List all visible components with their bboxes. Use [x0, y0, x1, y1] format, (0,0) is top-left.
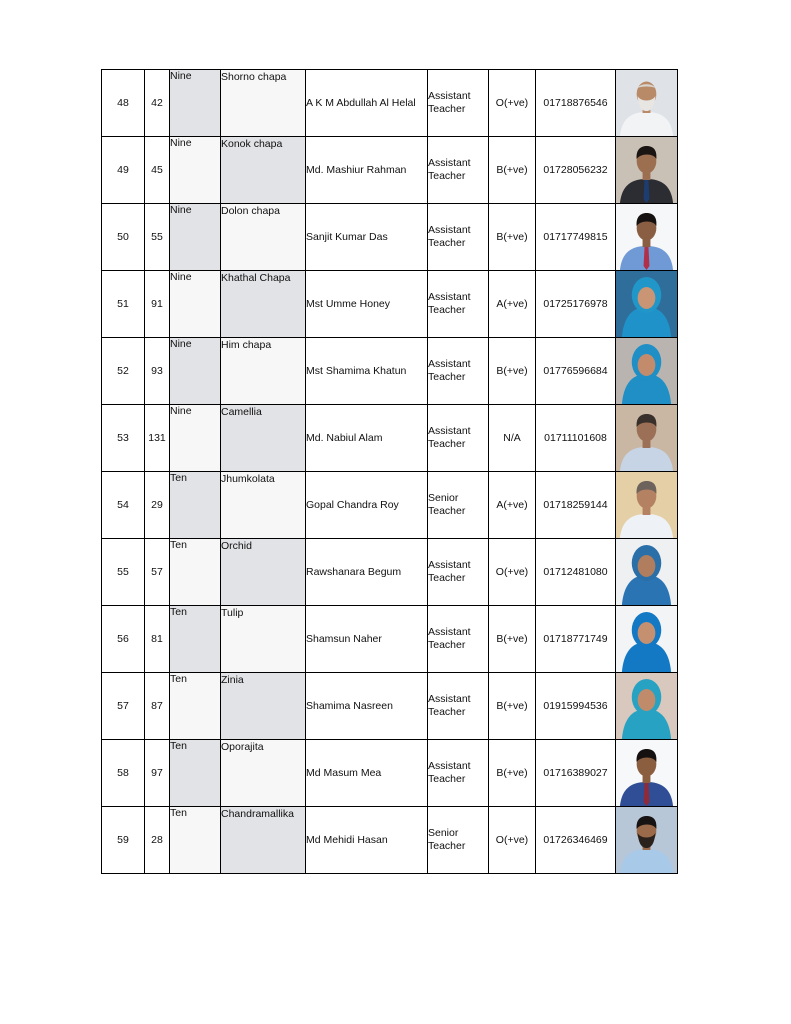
phone-cell: 01712481080 — [536, 539, 616, 606]
section-cell: Tulip — [221, 606, 306, 673]
photo-cell — [616, 70, 678, 137]
table-row — [102, 807, 678, 874]
teacher-photo — [616, 405, 677, 471]
teacher-id-cell: 97 — [145, 740, 170, 807]
teacher-photo — [616, 70, 677, 136]
photo-cell — [616, 606, 678, 673]
designation-cell: Senior Teacher — [428, 807, 489, 874]
designation-cell: Senior Teacher — [428, 472, 489, 539]
teacher-id-cell: 91 — [145, 271, 170, 338]
serial-cell: 56 — [102, 606, 145, 673]
teacher-name-cell: Rawshanara Begum — [306, 539, 428, 606]
class-cell: Nine — [170, 338, 221, 405]
face — [638, 287, 656, 309]
designation-cell: Assistant Teacher — [428, 606, 489, 673]
face — [638, 622, 656, 644]
designation-cell: Assistant Teacher — [428, 405, 489, 472]
serial-cell: 57 — [102, 673, 145, 740]
tie — [644, 247, 650, 270]
serial-cell: 53 — [102, 405, 145, 472]
teacher-photo — [616, 539, 677, 605]
table-row — [102, 606, 678, 673]
table-row — [102, 204, 678, 271]
table-row — [102, 271, 678, 338]
teacher-name-cell: Mst Shamima Khatun — [306, 338, 428, 405]
face — [638, 555, 656, 577]
table-row — [102, 137, 678, 204]
serial-cell: 51 — [102, 271, 145, 338]
phone-cell: 01726346469 — [536, 807, 616, 874]
teacher-id-cell: 55 — [145, 204, 170, 271]
blood-group-cell: A(+ve) — [489, 472, 536, 539]
photo-cell — [616, 204, 678, 271]
class-cell: Ten — [170, 472, 221, 539]
class-cell: Nine — [170, 271, 221, 338]
class-cell: Ten — [170, 606, 221, 673]
blood-group-cell: B(+ve) — [489, 606, 536, 673]
teacher-photo — [616, 338, 677, 404]
section-cell: Chandramallika — [221, 807, 306, 874]
teacher-name-cell: Md. Nabiul Alam — [306, 405, 428, 472]
table-row — [102, 472, 678, 539]
class-cell: Ten — [170, 539, 221, 606]
designation-cell: Assistant Teacher — [428, 70, 489, 137]
designation-cell: Assistant Teacher — [428, 137, 489, 204]
teacher-id-cell: 131 — [145, 405, 170, 472]
phone-cell: 01716389027 — [536, 740, 616, 807]
teacher-photo — [616, 137, 677, 203]
blood-group-cell: B(+ve) — [489, 673, 536, 740]
serial-cell: 49 — [102, 137, 145, 204]
designation-cell: Assistant Teacher — [428, 673, 489, 740]
photo-cell — [616, 740, 678, 807]
phone-cell: 01718876546 — [536, 70, 616, 137]
table-row — [102, 539, 678, 606]
table-row — [102, 673, 678, 740]
teacher-name-cell: Md. Mashiur Rahman — [306, 137, 428, 204]
face — [638, 689, 656, 711]
teacher-table — [101, 69, 678, 874]
phone-cell: 01718771749 — [536, 606, 616, 673]
photo-cell — [616, 271, 678, 338]
blood-group-cell: B(+ve) — [489, 204, 536, 271]
photo-cell — [616, 673, 678, 740]
class-cell: Nine — [170, 204, 221, 271]
serial-cell: 59 — [102, 807, 145, 874]
blood-group-cell: B(+ve) — [489, 137, 536, 204]
phone-cell: 01711101608 — [536, 405, 616, 472]
table-row — [102, 338, 678, 405]
blood-group-cell: B(+ve) — [489, 740, 536, 807]
photo-cell — [616, 807, 678, 874]
section-cell: Him chapa — [221, 338, 306, 405]
blood-group-cell: O(+ve) — [489, 539, 536, 606]
section-cell: Khathal Chapa — [221, 271, 306, 338]
teacher-name-cell: Gopal Chandra Roy — [306, 472, 428, 539]
teacher-photo — [616, 271, 677, 337]
teacher-id-cell: 93 — [145, 338, 170, 405]
teacher-name-cell: Mst Umme Honey — [306, 271, 428, 338]
serial-cell: 52 — [102, 338, 145, 405]
teacher-name-cell: Md Mehidi Hasan — [306, 807, 428, 874]
phone-cell: 01776596684 — [536, 338, 616, 405]
teacher-name-cell: Shamima Nasreen — [306, 673, 428, 740]
teacher-name-cell: Shamsun Naher — [306, 606, 428, 673]
section-cell: Orchid — [221, 539, 306, 606]
teacher-name-cell: A K M Abdullah Al Helal — [306, 70, 428, 137]
blood-group-cell: O(+ve) — [489, 807, 536, 874]
photo-cell — [616, 539, 678, 606]
phone-cell: 01717749815 — [536, 204, 616, 271]
teacher-id-cell: 45 — [145, 137, 170, 204]
section-cell: Jhumkolata — [221, 472, 306, 539]
table-body — [102, 70, 678, 874]
blood-group-cell: O(+ve) — [489, 70, 536, 137]
teacher-id-cell: 29 — [145, 472, 170, 539]
section-cell: Shorno chapa — [221, 70, 306, 137]
teacher-photo — [616, 740, 677, 806]
phone-cell: 01725176978 — [536, 271, 616, 338]
class-cell: Ten — [170, 673, 221, 740]
designation-cell: Assistant Teacher — [428, 539, 489, 606]
class-cell: Nine — [170, 405, 221, 472]
serial-cell: 58 — [102, 740, 145, 807]
teacher-name-cell: Sanjit Kumar Das — [306, 204, 428, 271]
teacher-photo — [616, 606, 677, 672]
phone-cell: 01718259144 — [536, 472, 616, 539]
tie — [644, 180, 650, 203]
serial-cell: 54 — [102, 472, 145, 539]
teacher-name-cell: Md Masum Mea — [306, 740, 428, 807]
class-cell: Ten — [170, 807, 221, 874]
class-cell: Nine — [170, 70, 221, 137]
section-cell: Dolon chapa — [221, 204, 306, 271]
photo-cell — [616, 137, 678, 204]
serial-cell: 50 — [102, 204, 145, 271]
phone-cell: 01915994536 — [536, 673, 616, 740]
blood-group-cell: N/A — [489, 405, 536, 472]
phone-cell: 01728056232 — [536, 137, 616, 204]
tie — [644, 783, 650, 806]
photo-cell — [616, 338, 678, 405]
section-cell: Zinia — [221, 673, 306, 740]
section-cell: Konok chapa — [221, 137, 306, 204]
photo-cell — [616, 472, 678, 539]
class-cell: Nine — [170, 137, 221, 204]
serial-cell: 48 — [102, 70, 145, 137]
table-row — [102, 740, 678, 807]
teacher-photo — [616, 673, 677, 739]
section-cell: Oporajita — [221, 740, 306, 807]
teacher-id-cell: 57 — [145, 539, 170, 606]
designation-cell: Assistant Teacher — [428, 271, 489, 338]
teacher-photo — [616, 807, 677, 873]
teacher-id-cell: 81 — [145, 606, 170, 673]
serial-cell: 55 — [102, 539, 145, 606]
teacher-id-cell: 42 — [145, 70, 170, 137]
blood-group-cell: A(+ve) — [489, 271, 536, 338]
class-cell: Ten — [170, 740, 221, 807]
teacher-photo — [616, 204, 677, 270]
face — [638, 354, 656, 376]
teacher-photo — [616, 472, 677, 538]
designation-cell: Assistant Teacher — [428, 338, 489, 405]
designation-cell: Assistant Teacher — [428, 740, 489, 807]
teacher-id-cell: 28 — [145, 807, 170, 874]
table-row — [102, 405, 678, 472]
teacher-id-cell: 87 — [145, 673, 170, 740]
section-cell: Camellia — [221, 405, 306, 472]
designation-cell: Assistant Teacher — [428, 204, 489, 271]
table-row — [102, 70, 678, 137]
blood-group-cell: B(+ve) — [489, 338, 536, 405]
photo-cell — [616, 405, 678, 472]
